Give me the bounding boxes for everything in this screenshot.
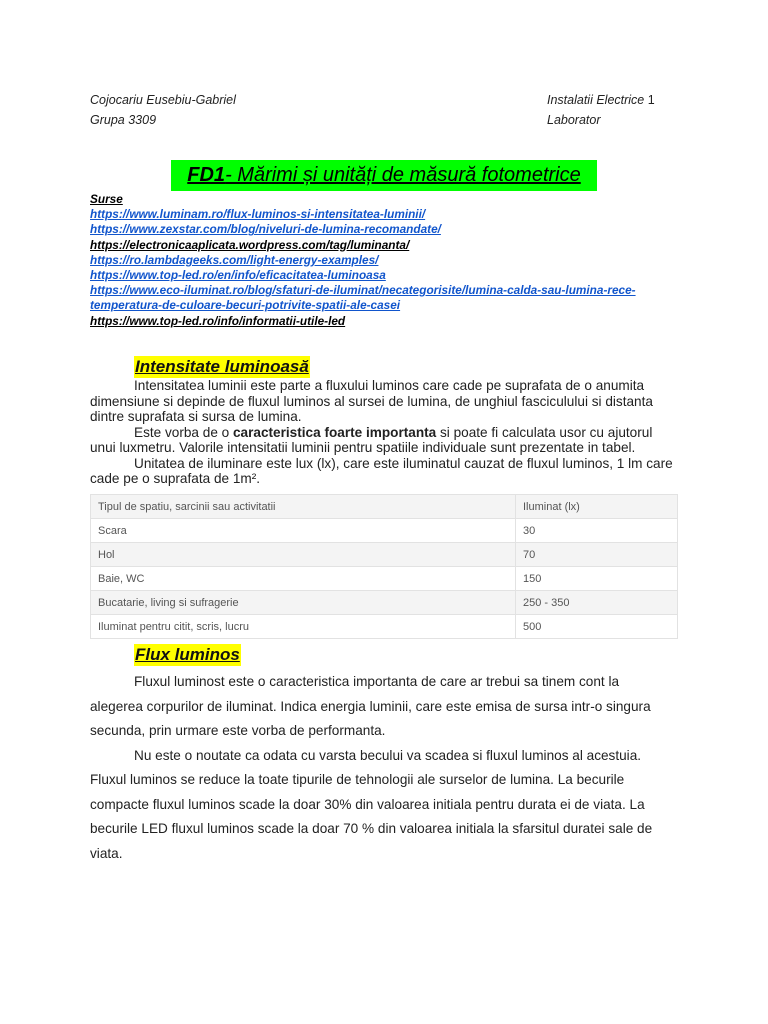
- source-link[interactable]: https://electronicaaplicata.wordpress.com/tag/luminanta/: [90, 237, 410, 252]
- table-cell: Baie, WC: [91, 567, 516, 591]
- sources-section: [90, 192, 690, 329]
- column-header: Iluminat (lx): [516, 495, 678, 519]
- paragraph: Nu este o noutate ca odata cu varsta becului va scadea si fluxul luminos al acestuia. Fluxul luminos se reduce la toate tipurile de tehnologii ale surselor de lumina. La becurile compacte fluxul luminos scade la doar 30% din valoarea initiala pentru durata ei de viata. La becurile LED fluxul luminos scade la doar 70 % din valoarea initiala la sfarsitul duratei sale de viata.: [90, 747, 653, 861]
- table-row: [91, 567, 678, 591]
- table-cell: 500: [516, 615, 678, 639]
- flux-text: [90, 670, 675, 866]
- section-heading-flux: Flux luminos: [135, 645, 240, 664]
- table-row: [91, 615, 678, 639]
- table-cell: 30: [516, 519, 678, 543]
- table-row: [91, 591, 678, 615]
- document-header-left: [90, 90, 236, 130]
- source-link[interactable]: https://ro.lambdageeks.com/light-energy-examples/: [90, 252, 379, 267]
- title-code: FD1: [187, 164, 226, 186]
- table-cell: Bucatarie, living si sufragerie: [91, 591, 516, 615]
- intensity-text: [90, 378, 675, 487]
- source-link[interactable]: https://www.luminam.ro/flux-luminos-si-intensitatea-luminii/: [90, 207, 426, 222]
- table-cell: 150: [516, 567, 678, 591]
- table-row: [91, 519, 678, 543]
- source-link-continuation[interactable]: temperatura-de-culoare-becuri-potrivite-spatii-ale-casei: [90, 298, 401, 313]
- table-cell: 70: [516, 543, 678, 567]
- source-link[interactable]: https://www.zexstar.com/blog/niveluri-de-lumina-recomandate/: [90, 222, 441, 237]
- document-title: [171, 162, 597, 189]
- student-group: Grupa 3309: [90, 113, 157, 127]
- table-cell: 250 - 350: [516, 591, 678, 615]
- table-cell: Iluminat pentru citit, scris, lucru: [91, 615, 516, 639]
- table-cell: Hol: [91, 543, 516, 567]
- illuminance-table: [90, 494, 678, 639]
- column-header: Tipul de spatiu, sarcinii sau activitatii: [91, 495, 516, 519]
- title-highlight: [171, 160, 597, 191]
- course-name: Instalatii Electrice: [547, 93, 645, 107]
- table-cell: Scara: [91, 519, 516, 543]
- title-text: - Mărimi și unități de măsură fotometrice: [225, 164, 581, 186]
- source-link[interactable]: https://www.top-led.ro/en/info/eficacitatea-luminoasa: [90, 268, 386, 283]
- paragraph: Intensitatea luminii este parte a fluxului luminos care cade pe suprafata de o anumita dimensiune si depinde de fluxul luminos al sursei de lumina, de unghiul fasciculului si distanta dintre suprafata si sursa de lumina.: [90, 378, 653, 424]
- author-name: Cojocariu Eusebiu-Gabriel: [90, 93, 236, 107]
- lab-label: Laborator: [547, 113, 601, 127]
- table-row: [91, 543, 678, 567]
- sources-heading: Surse: [90, 192, 123, 206]
- bold-text: caracteristica foarte importanta: [233, 424, 437, 440]
- paragraph: Unitatea de iluminare este lux (lx), care este iluminatul cauzat de fluxul luminos, 1 lm care cade pe o suprafata de 1m².: [90, 455, 673, 486]
- course-number: 1: [647, 93, 655, 107]
- source-link[interactable]: https://www.top-led.ro/info/informatii-utile-led: [90, 313, 346, 328]
- section-heading-intensity: Intensitate luminoasă: [135, 357, 309, 376]
- text-run: si poate fi calculata usor cu ajutorul unui luxmetru. Valorile intensitatii luminii pentru spatiile individuale sunt prezentate in tabel.: [90, 424, 653, 455]
- paragraph: [90, 425, 675, 456]
- document-header-right: [547, 90, 655, 130]
- table-header-row: [91, 495, 678, 519]
- text-run: Este vorba de o: [134, 424, 233, 440]
- source-link[interactable]: https://www.eco-iluminat.ro/blog/sfaturi-de-iluminat/necategorisite/lumina-calda-sau-lumina-rece-: [90, 283, 636, 298]
- paragraph: Fluxul luminost este o caracteristica importanta de care ar trebui sa tinem cont la alegerea corpurilor de iluminat. Indica energia luminii, care este emisa de sursa intr-o singura secunda, prin urmare este vorba de performanta.: [90, 674, 651, 738]
